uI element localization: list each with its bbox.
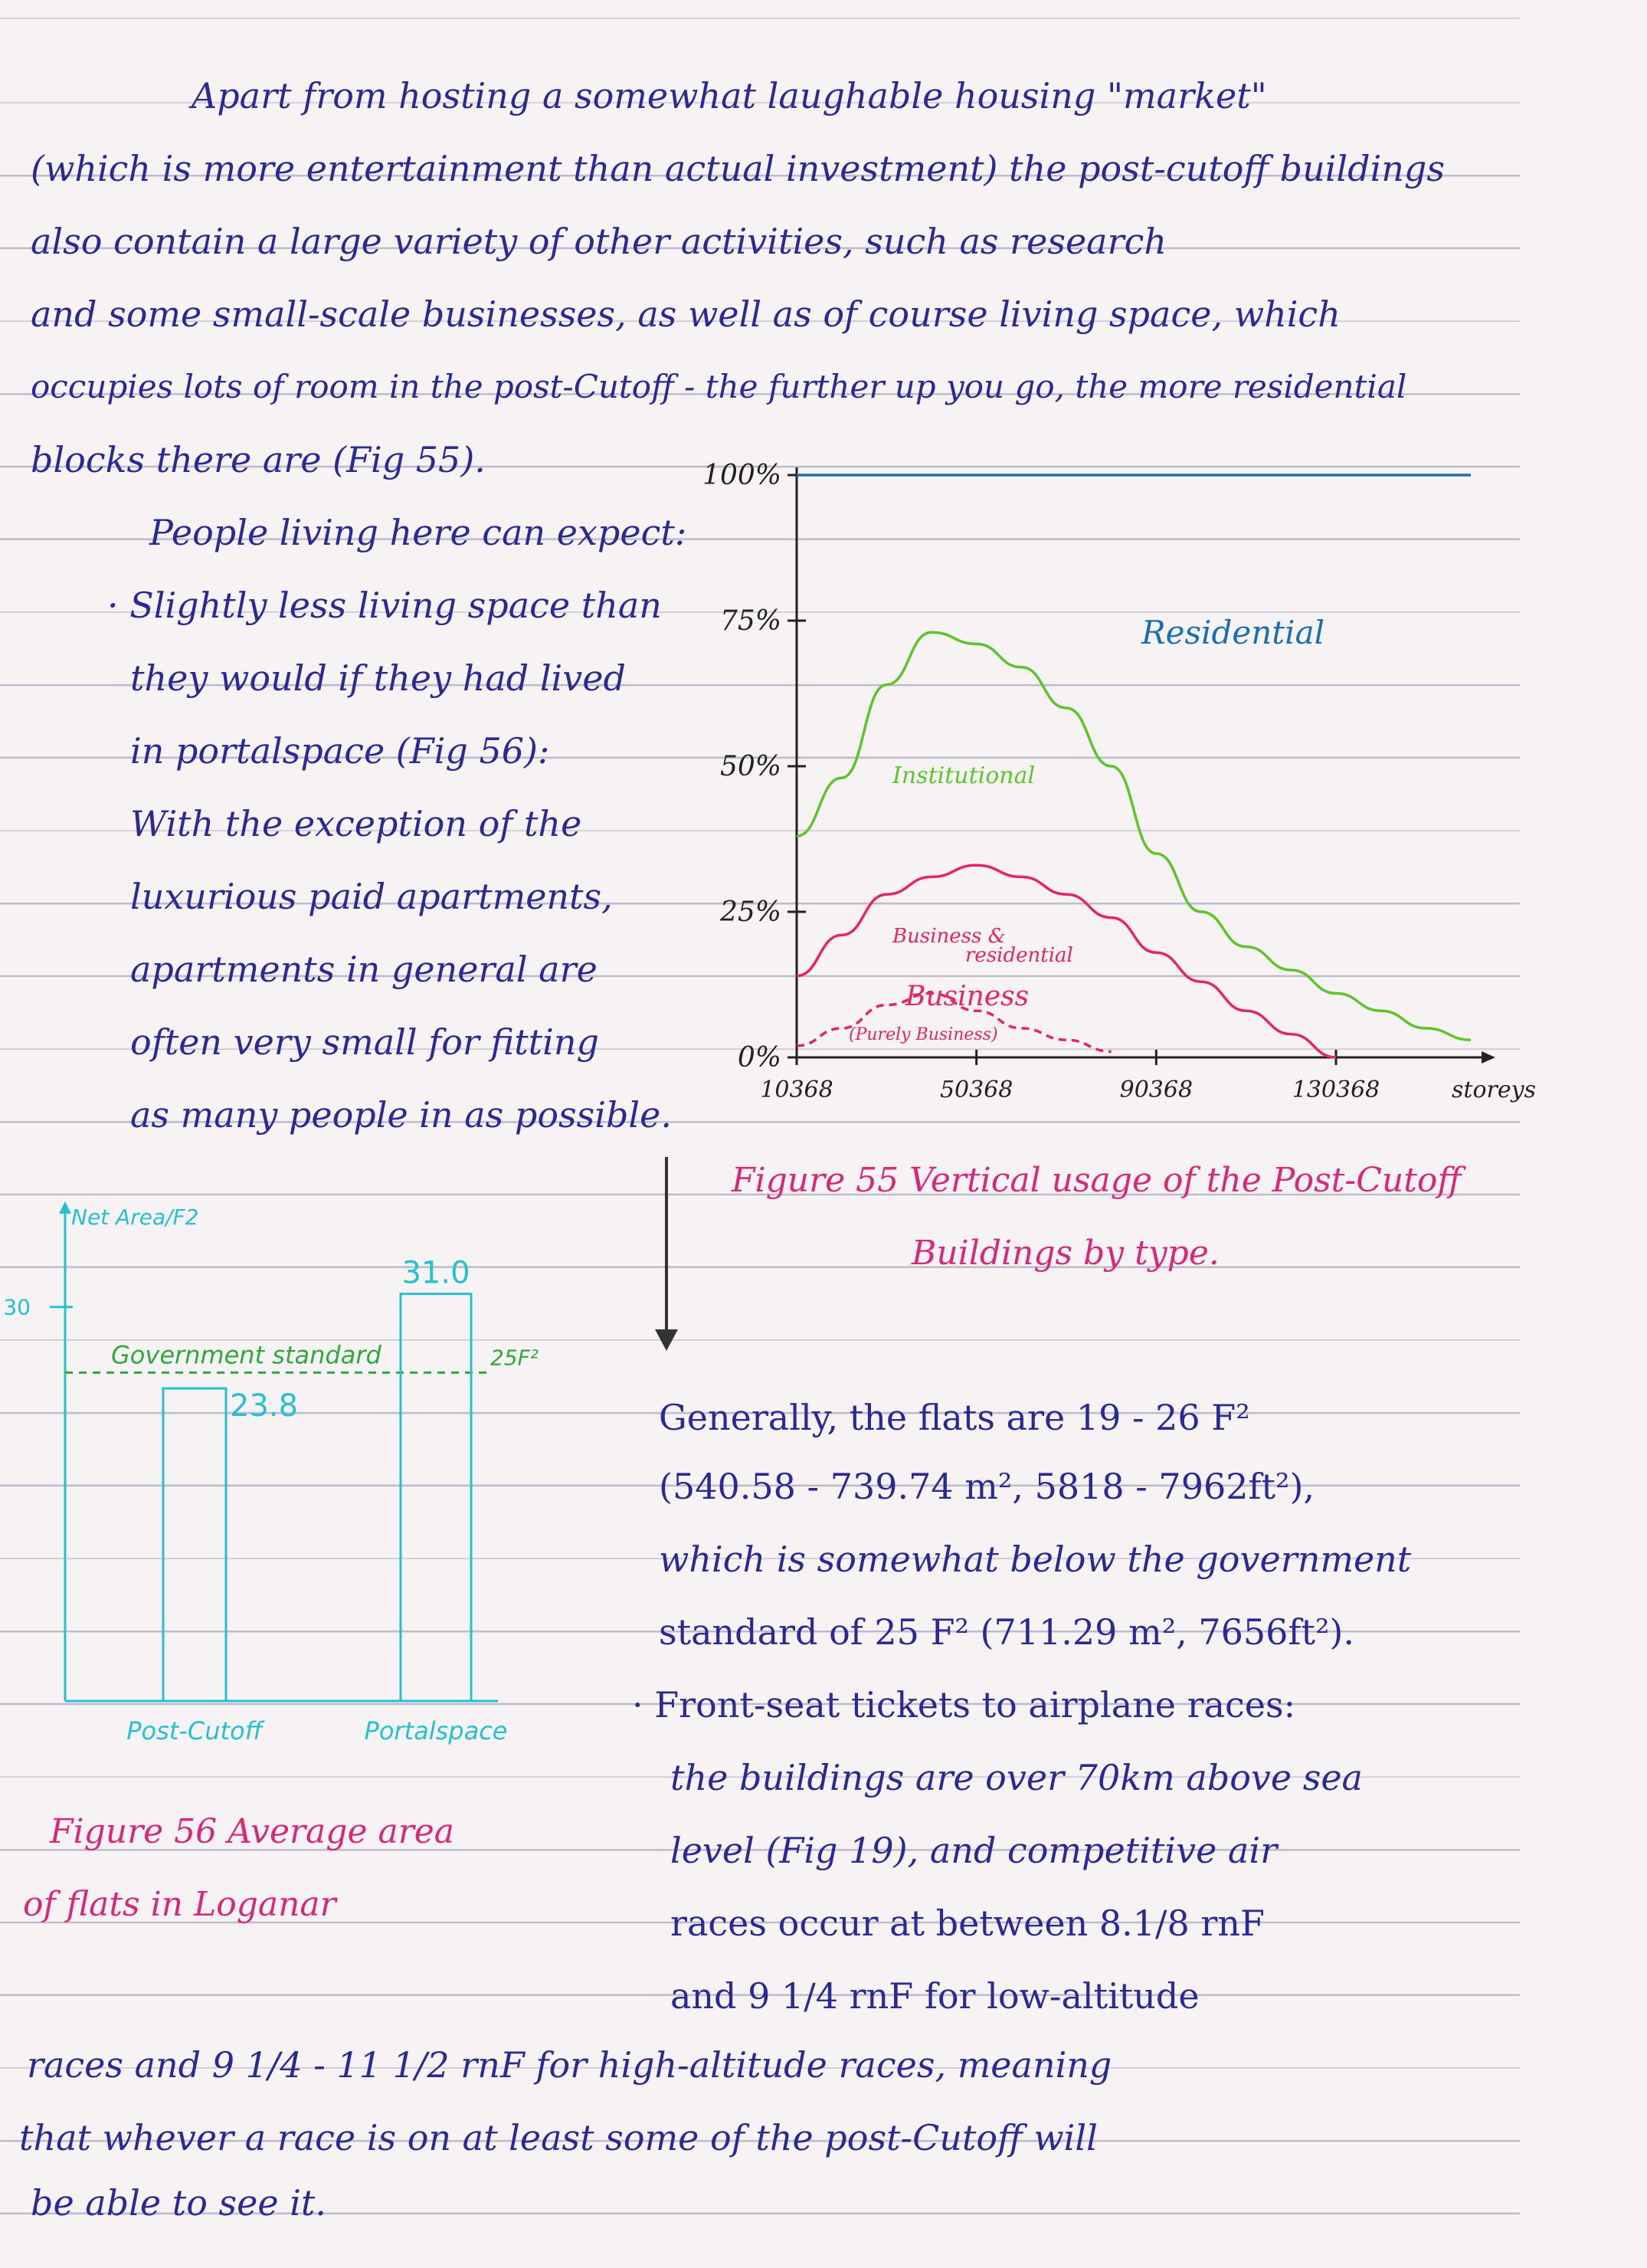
right-line-7: level (Fig 19), and competitive air <box>670 1830 1278 1871</box>
right-line-2: (540.58 - 739.74 m², 5818 - 7962ft²), <box>659 1466 1315 1507</box>
f56-y-label: Net Area/F2 <box>71 1204 199 1230</box>
f55-x-tick-label: 90368 <box>1119 1077 1194 1103</box>
f55-x-tick-label: 10368 <box>760 1077 833 1103</box>
figure56-caption-1: Figure 56 Average area <box>50 1812 455 1851</box>
right-line-4: standard of 25 F² (711.29 m², 7656ft²). <box>659 1611 1354 1653</box>
f56-bar-post-cutoff <box>163 1388 226 1701</box>
f55-y-tick-label: 50% <box>719 751 781 782</box>
expect-line-4: With the exception of the <box>130 803 582 844</box>
right-line-9: and 9 1/4 rnF for low-altitude <box>670 1975 1200 2017</box>
f56-y-axis-arrow <box>59 1201 71 1214</box>
f55-x-unit: storeys <box>1452 1077 1536 1103</box>
f56-y-tick-label: 30 <box>3 1294 31 1320</box>
f55-x-tick-label: 130368 <box>1292 1077 1380 1103</box>
f56-bar-value-label: 31.0 <box>401 1255 470 1291</box>
right-line-5: · Front-seat tickets to airplane races: <box>632 1684 1296 1726</box>
pointer-arrow-head <box>655 1329 678 1351</box>
figure56-chart <box>0 1188 552 1785</box>
f55-series-institutional <box>797 632 1471 1040</box>
f55-label-institutional: Institutional <box>892 762 1036 789</box>
expect-line-3: in portalspace (Fig 56): <box>130 730 550 772</box>
expect-line-5: luxurious paid apartments, <box>130 876 613 917</box>
expect-line-8: as many people in as possible. <box>130 1094 672 1136</box>
f56-bar-value-label: 23.8 <box>230 1388 299 1424</box>
f55-label-business-res-1: Business & <box>892 925 1006 948</box>
f55-y-tick-label: 0% <box>737 1042 781 1073</box>
intro-line-5: occupies lots of room in the post-Cutoff - the further up you go, the more residential <box>31 368 1407 405</box>
f55-y-tick-label: 100% <box>702 460 781 491</box>
intro-line-6: blocks there are (Fig 55). <box>31 439 486 480</box>
figure55-caption-2: Buildings by type. <box>912 1234 1220 1273</box>
f55-y-tick-label: 25% <box>719 896 781 928</box>
right-line-6: the buildings are over 70km above sea <box>670 1757 1363 1798</box>
intro-line-1: Apart from hosting a somewhat laughable housing "market" <box>192 75 1267 116</box>
pointer-arrow <box>665 1157 668 1341</box>
right-line-3: which is somewhat below the government <box>659 1539 1412 1580</box>
bottom-line-1: races and 9 1/4 - 11 1/2 rnF for high-altitude races, meaning <box>27 2044 1112 2086</box>
f55-label-residential: Residential <box>1141 614 1325 651</box>
figure55-chart <box>689 460 1536 1134</box>
expect-line-7: often very small for fitting <box>130 1021 599 1063</box>
f55-x-axis-arrow <box>1482 1051 1495 1064</box>
f56-category-label: Portalspace <box>364 1716 508 1745</box>
f56-category-label: Post-Cutoff <box>126 1716 263 1745</box>
intro-line-3: also contain a large variety of other activities, such as research <box>31 221 1167 262</box>
expect-heading: People living here can expect: <box>149 512 687 553</box>
f55-label-business-res-2: residential <box>965 944 1073 967</box>
expect-line-1: · Slightly less living space than <box>107 585 662 626</box>
expect-line-2: they would if they had lived <box>130 657 626 699</box>
right-line-1: Generally, the flats are 19 - 26 F² <box>659 1397 1250 1438</box>
f56-bar-portalspace <box>401 1294 471 1701</box>
figure56-caption-2: of flats in Loganar <box>23 1885 336 1924</box>
f56-standard-label: Government standard <box>111 1340 381 1370</box>
bottom-line-2: that whever a race is on at least some of the post-Cutoff will <box>19 2117 1098 2158</box>
figure55-caption-1: Figure 55 Vertical usage of the Post-Cutoff <box>732 1161 1462 1200</box>
expect-line-6: apartments in general are <box>130 949 598 990</box>
intro-line-4: and some small-scale businesses, as well as of course living space, which <box>31 293 1341 335</box>
bottom-line-3: be able to see it. <box>31 2182 327 2224</box>
f55-x-tick-label: 50368 <box>939 1077 1013 1103</box>
right-line-8: races occur at between 8.1/8 rnF <box>670 1903 1265 1944</box>
f55-y-tick-label: 75% <box>719 605 781 637</box>
intro-line-2: (which is more entertainment than actual investment) the post-cutoff buildings <box>31 148 1445 189</box>
f56-standard-value-label: 25F² <box>490 1345 539 1371</box>
f55-label-business: Business <box>905 981 1030 1012</box>
f55-label-purely-business: (Purely Business) <box>849 1025 998 1044</box>
